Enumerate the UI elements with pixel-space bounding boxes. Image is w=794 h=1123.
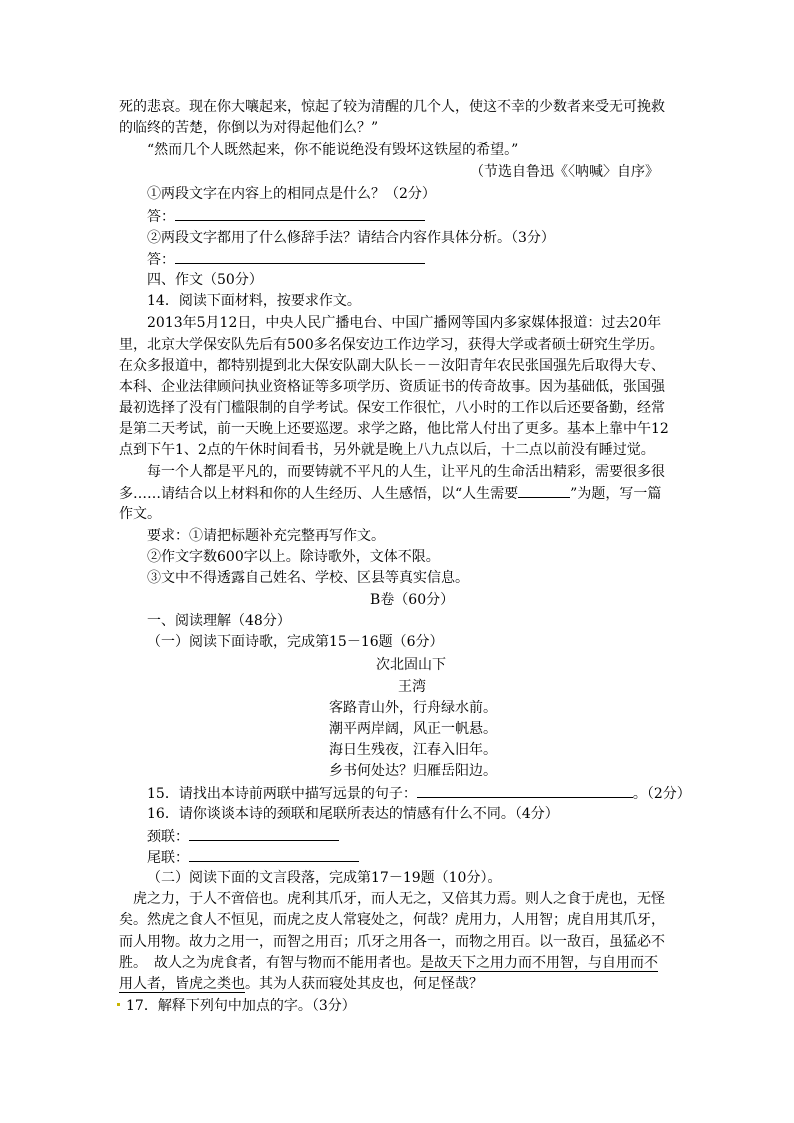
classical-line	[119, 953, 658, 974]
prompt-text: 多……请结合以上材料和你的人生经历、人生感悟，以“人生需要	[119, 486, 519, 502]
poem-line: 海日生残夜，江春入旧年。	[329, 742, 497, 758]
classical-line	[119, 974, 483, 995]
subsection-heading: （一）阅读下面诗歌，完成第15－16题（6分）	[147, 634, 444, 650]
question-16: 16．请你谈谈本诗的颈联和尾联所表达的情感有什么不同。（4分）	[147, 806, 559, 822]
classical-line: 而人用物。故力之用一，而智之用百；爪牙之用各一，而物之用百。以一敌百，虽猛必不	[119, 934, 665, 950]
title-blank	[518, 483, 570, 498]
poem-line: 乡书何处达？归雁岳阳边。	[329, 763, 497, 779]
part-b-title: B卷（60分）	[370, 592, 455, 608]
question-17: 17．解释下列句中加点的字。（3分）	[126, 998, 356, 1014]
answer-label: 尾联：	[147, 850, 189, 866]
answer-line	[147, 826, 339, 848]
passage-line: “然而几个人既然起来，你不能说绝没有毁坏这铁屋的希望。”	[147, 142, 519, 158]
classical-line: 虎之力，于人不啻倍也。虎利其爪牙，而人无之，又倍其力焉。则人之食于虎也，无怪	[133, 891, 665, 907]
material-line: 最初选择了没有门槛限制的自学考试。保安工作很忙，八小时的工作以后还要备勤，经常	[119, 400, 665, 416]
poem-title: 次北固山下	[376, 657, 446, 673]
section-heading: 一、阅读理解（48分）	[147, 613, 291, 629]
material-line: 里，北京大学保安队先后有500多名保安边工作边学习，获得大学或者硕士研究生学历。	[119, 337, 664, 353]
prompt-line	[119, 483, 661, 505]
answer-label: 颈联：	[147, 829, 189, 845]
question-text: 。（2分）	[632, 786, 691, 802]
classical-text: 胜。 故人之为虎食者，有智与物而不能用者也。	[119, 955, 420, 971]
q13-sub2: ②两段文字都用了什么修辞手法？请结合内容作具体分析。（3分）	[147, 230, 555, 246]
poem-line: 客路青山外，行舟绿水前。	[329, 700, 497, 716]
answer-line	[147, 206, 425, 228]
answer-blank	[417, 783, 633, 798]
answer-line	[147, 249, 425, 271]
requirement: ②作文字数600字以上。除诗歌外，文体不限。	[147, 549, 440, 565]
question-14: 14．阅读下面材料，按要求作文。	[147, 293, 361, 309]
q13-sub1: ①两段文字在内容上的相同点是什么？（2分）	[147, 186, 436, 202]
material-line: 本科、企业法律顾问执业资格证等多项学历、资质证书的传奇故事。因为基础低，张国强	[119, 379, 665, 395]
poem-line: 潮平两岸阔，风正一帆悬。	[329, 721, 497, 737]
prompt-line: 每一个人都是平凡的，而要铸就不平凡的人生，让平凡的生命活出精彩，需要很多很	[147, 464, 665, 480]
answer-label: 答：	[147, 209, 175, 225]
answer-line	[147, 847, 359, 869]
underlined-text: 是故天下之用力而不用智，与自用而不	[420, 955, 658, 971]
question-15	[147, 783, 691, 805]
material-line: 是第二天考试，前一天晚上还要巡逻。求学之路，他比常人付出了更多。基本上靠中午12	[119, 421, 669, 437]
subsection-heading: （二）阅读下面的文言段落，完成第17－19题（10分）。	[147, 870, 502, 886]
requirement: ③文中不得透露自己姓名、学校、区县等真实信息。	[147, 570, 469, 586]
passage-line: 的临终的苦楚，你倒以为对得起他们么？”	[119, 120, 379, 136]
material-line: 2013年5月12日，中央人民广播电台、中国广播网等国内多家媒体报道：过去20年	[147, 315, 662, 331]
answer-blank	[175, 249, 425, 264]
question-text: 15．请找出本诗前两联中描写远景的句子：	[147, 786, 417, 802]
prompt-text: ”为题，写一篇	[570, 486, 662, 502]
classical-text: 。其为人获而寝处其皮也，何足怪哉？	[245, 976, 483, 992]
answer-label: 答：	[147, 252, 175, 268]
answer-blank	[189, 847, 359, 862]
material-line: 在众多报道中，都特别提到北大保安队副大队长－－汝阳青年农民张国强先后取得大专、	[119, 358, 665, 374]
passage-source: （节选自鲁迅《〈呐喊〉自序》	[470, 164, 659, 180]
poem-author: 王湾	[398, 679, 426, 695]
prompt-line: 作文。	[119, 506, 161, 522]
material-line: 点到下午1、2点的午休时间看书，另外就是晚上八九点以后，十二点以前没有睡过觉。	[119, 442, 655, 458]
margin-mark	[117, 1003, 120, 1006]
answer-blank	[175, 206, 425, 221]
classical-line: 矣。然虎之食人不恒见，而虎之皮人常寝处之，何哉？虎用力，人用智；虎自用其爪牙，	[119, 912, 665, 928]
passage-line: 死的悲哀。现在你大嚷起来，惊起了较为清醒的几个人，使这不幸的少数者来受无可挽救	[119, 99, 665, 115]
requirement: 要求：①请把标题补充完整再写作文。	[147, 528, 385, 544]
section-heading: 四、作文（50分）	[147, 272, 263, 288]
answer-blank	[189, 826, 339, 841]
underlined-text: 用人者，皆虎之类也	[119, 976, 245, 992]
